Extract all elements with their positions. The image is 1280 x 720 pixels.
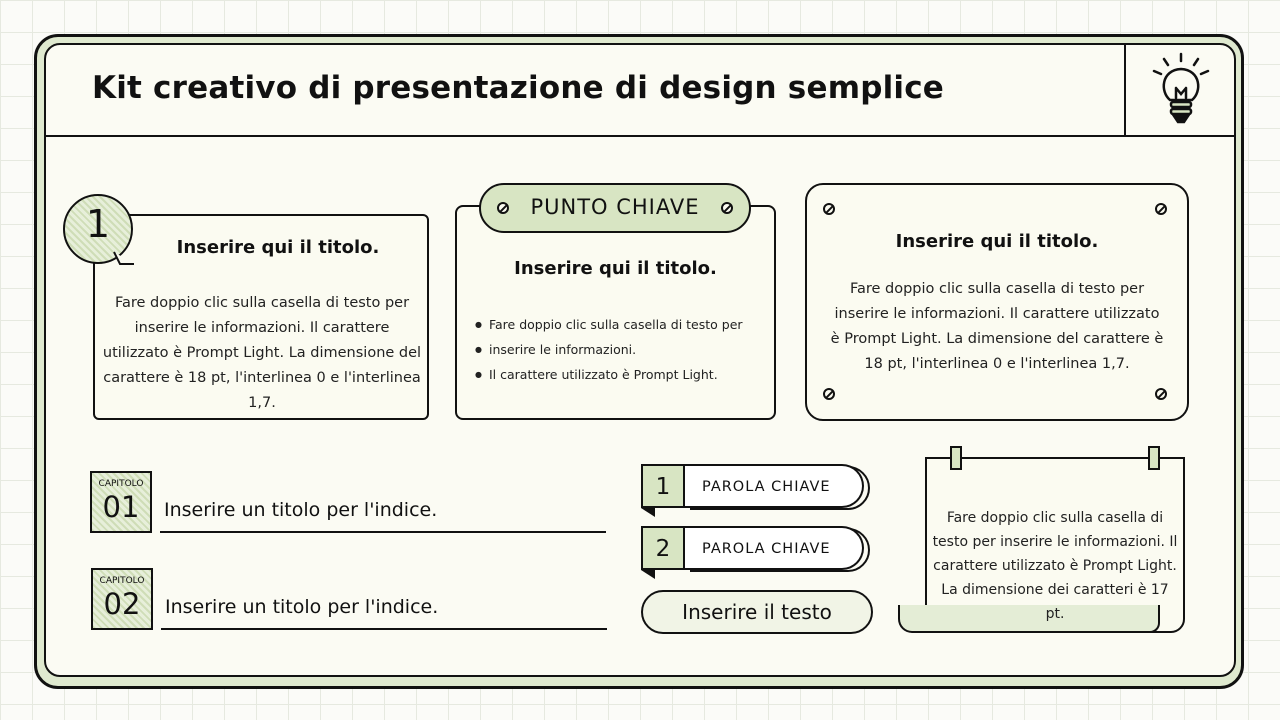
- chapter-label: CAPITOLO: [99, 576, 145, 586]
- card-body: Fare doppio clic sulla casella di testo per inserire le informazioni. Il carattere utilizzato è Prompt Light. La dimensione del carattere è 18 pt, l'interlinea 0 e l'interlinea 1,7.: [102, 295, 422, 411]
- keyword-number: 1: [655, 474, 671, 500]
- bullet-item: ● inserire le informazioni.: [475, 338, 765, 363]
- bullet-item: ● Il carattere utilizzato è Prompt Light.: [475, 363, 765, 388]
- card-title: Inserire qui il titolo.: [895, 231, 1099, 252]
- fold-icon: [641, 570, 655, 579]
- text-input-label: Inserire il testo: [682, 600, 832, 624]
- screw-icon: [823, 203, 835, 215]
- tape-icon: [950, 446, 962, 470]
- card-title: Inserire qui il titolo.: [514, 258, 717, 279]
- chapter-label: CAPITOLO: [98, 479, 144, 489]
- card-title: Inserire qui il titolo.: [176, 237, 380, 258]
- lightbulb-icon: [1150, 52, 1212, 126]
- screw-icon: [1155, 203, 1167, 215]
- card-body: Fare doppio clic sulla casella di testo per inserire le informazioni. Il carattere utilizzato è Prompt Light. La dimensione del carattere è 18 pt, l'interlinea 0 e l'interlinea 1,7.: [830, 281, 1164, 372]
- page-title: Kit creativo di presentazione di design semplice: [92, 70, 945, 106]
- header-icon-divider: [1124, 43, 1126, 136]
- chapter-title[interactable]: Inserire un titolo per l'indice.: [165, 596, 439, 618]
- note-body: Fare doppio clic sulla casella di testo per inserire le informazioni. Il carattere utilizzato è Prompt Light. La dimensione dei caratteri è 17 pt.: [932, 510, 1178, 622]
- badge-number: 1: [85, 202, 111, 246]
- chapter-number: 01: [102, 490, 140, 524]
- chapter-underline: [160, 531, 606, 533]
- keyword-label: PAROLA CHIAVE: [702, 541, 831, 557]
- chapter-underline: [161, 628, 607, 630]
- keyword-label: PAROLA CHIAVE: [702, 479, 831, 495]
- chapter-title[interactable]: Inserire un titolo per l'indice.: [164, 499, 438, 521]
- header-divider: [44, 135, 1236, 137]
- bullet-item: ● Fare doppio clic sulla casella di testo per: [475, 313, 765, 338]
- bullet-list: [475, 313, 765, 388]
- chapter-number: 02: [103, 587, 141, 621]
- key-point-label: PUNTO CHIAVE: [530, 195, 700, 219]
- fold-icon: [641, 508, 655, 517]
- screw-icon: [823, 388, 835, 400]
- keyword-number: 2: [655, 536, 671, 562]
- screw-icon: [1155, 388, 1167, 400]
- tape-icon: [1148, 446, 1160, 470]
